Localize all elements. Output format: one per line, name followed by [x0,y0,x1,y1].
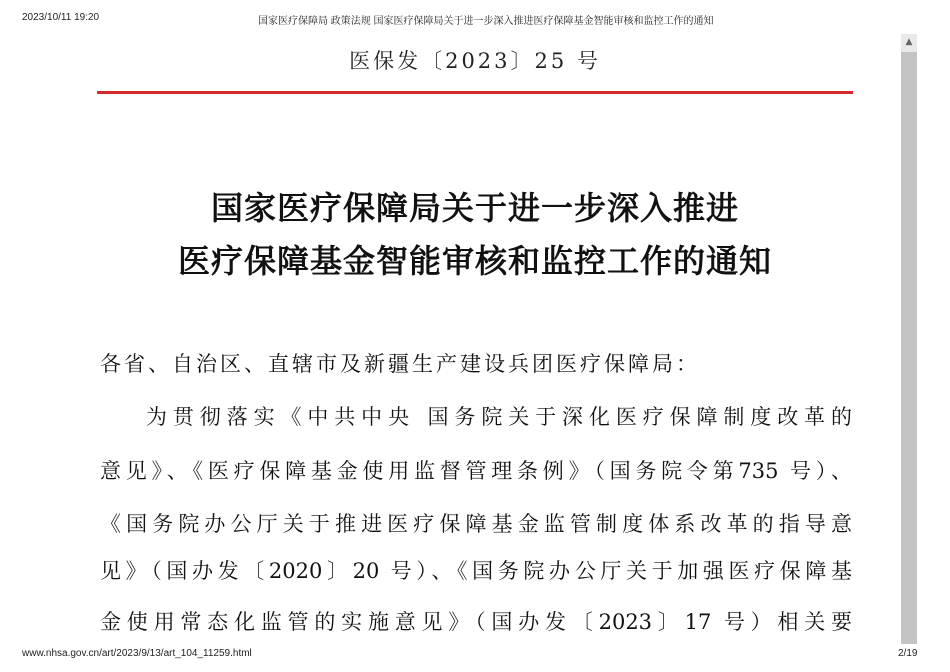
print-footer-url: www.nhsa.gov.cn/art/2023/9/13/art_104_11259.html [22,648,252,659]
scrollbar-thumb[interactable] [901,52,917,644]
red-divider-rule [97,91,853,94]
document-number: 医保发〔2023〕25 号 [349,49,601,73]
document-title-line-1: 国家医疗保障局关于进一步深入推进 [210,189,739,227]
body-line-5: 金使用常态化监管的实施意见》（国办发〔2023〕17 号）相关要 [100,610,852,634]
body-line-2: 意见》、《医疗保障基金使用监督管理条例》（国务院令第735 号）、 [100,459,852,483]
body-line-4: 见》（国办发〔2020〕20 号）、《国务院办公厅关于加强医疗保障基 [100,559,852,583]
addressee: 各省、自治区、直辖市及新疆生产建设兵团医疗保障局： [100,352,700,376]
print-footer-page-number: 2/19 [898,648,918,659]
body-line-3: 《国务院办公厅关于推进医疗保障基金监管制度体系改革的指导意 [100,512,852,536]
body-line-1: 为贯彻落实《中共中央 国务院关于深化医疗保障制度改革的 [146,405,852,429]
scroll-up-arrow-icon[interactable]: ▲ [901,34,917,50]
document-title-line-2: 医疗保障基金智能审核和监控工作的通知 [177,242,772,280]
print-header-datetime: 2023/10/11 19:20 [22,12,100,23]
print-header-title: 国家医疗保障局 政策法规 国家医疗保障局关于进一步深入推进医疗保障基金智能审核和监控工作的通知 [258,16,714,27]
